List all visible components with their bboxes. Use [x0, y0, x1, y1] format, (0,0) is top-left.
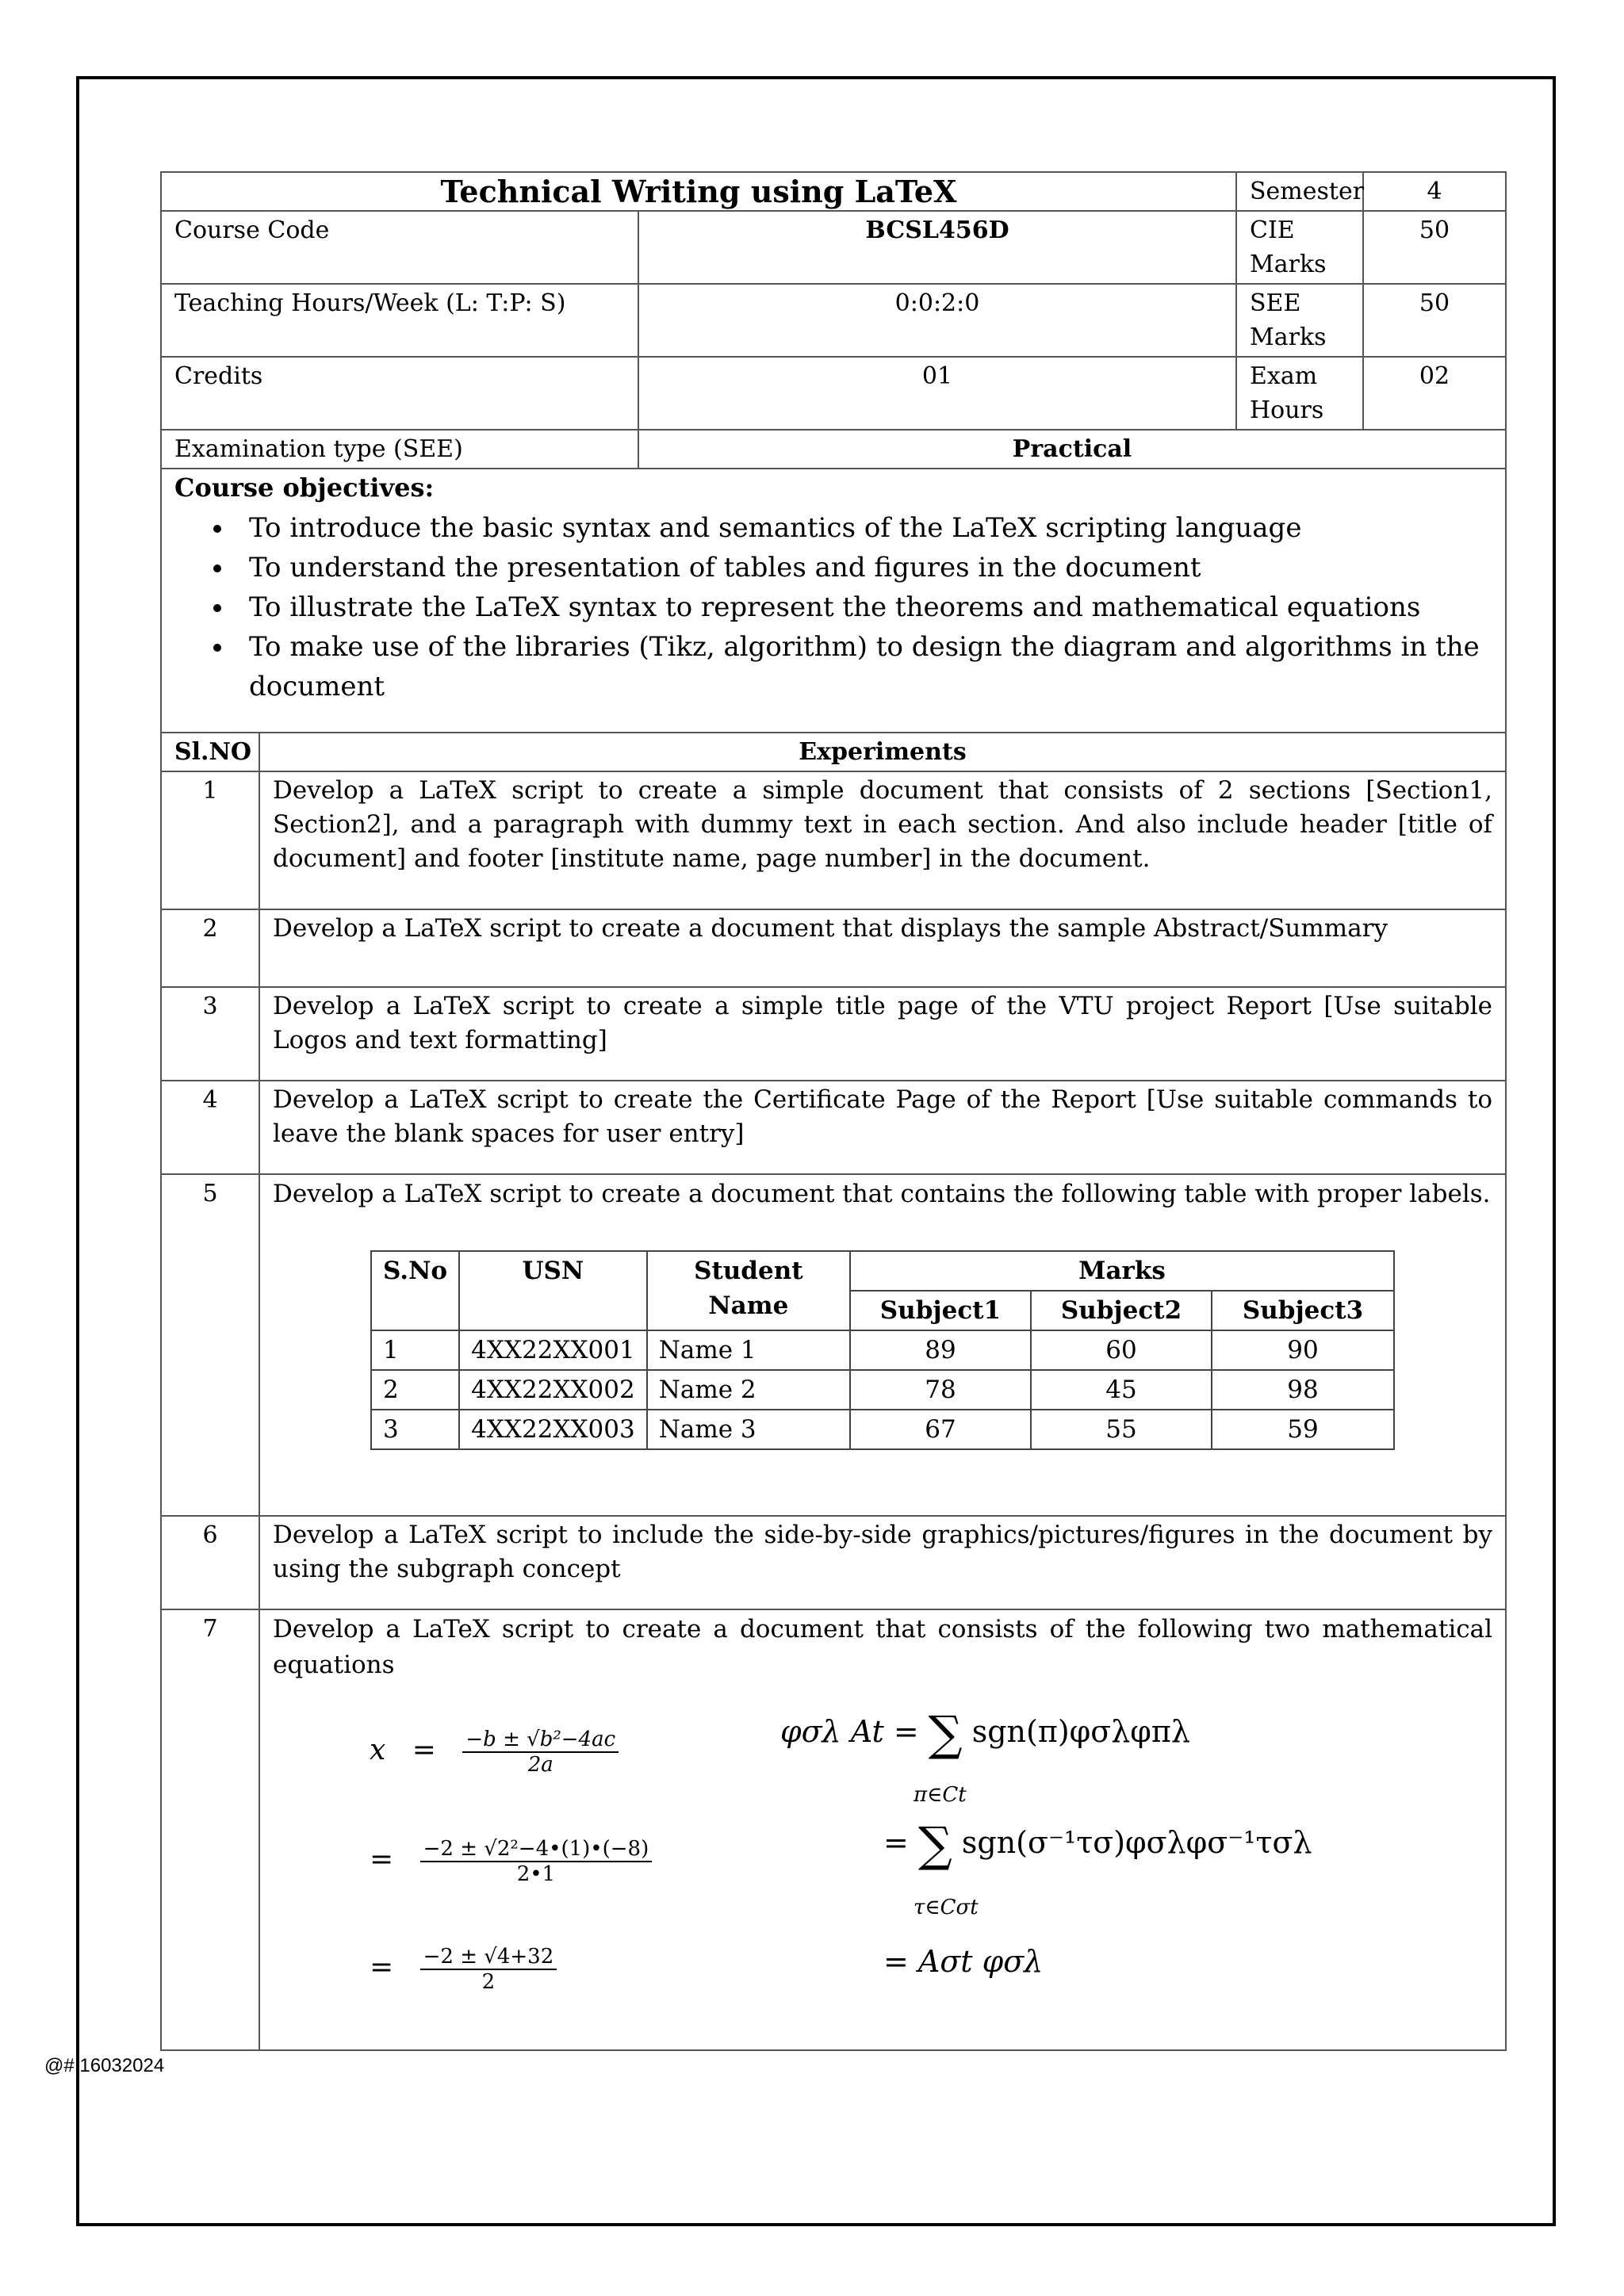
exp-text: Develop a LaTeX script to create a document that contains the following table with proper labels. [273, 1180, 1491, 1208]
eq-body: sgn(π)φσλφπλ [971, 1714, 1190, 1749]
quadratic-eq-line1 [370, 1728, 619, 1777]
cell-name: Name 2 [647, 1370, 850, 1410]
eq-denominator: 2•1 [516, 1862, 556, 1886]
marks-header-subject2: Subject2 [1031, 1291, 1212, 1330]
young-eq-line1 [780, 1706, 1190, 1762]
sum-subscript: τ∈Cσt [914, 1896, 979, 1919]
sum-subscript: π∈Ct [914, 1783, 967, 1807]
marks-header-subject1: Subject1 [850, 1291, 1031, 1330]
hours-value: 0:0:2:0 [638, 284, 1236, 357]
exam-type-value: Practical [638, 430, 1506, 469]
exam-hours-value: 02 [1363, 357, 1506, 430]
exp-text: Develop a LaTeX script to create the Certificate Page of the Report [Use suitable commands to leave the blank spaces for user entry] [259, 1081, 1506, 1174]
cell-sno: 2 [371, 1370, 459, 1410]
young-eq-line2 [883, 1817, 1312, 1873]
hours-label: Teaching Hours/Week (L: T:P: S) [161, 284, 638, 357]
eq-body: sgn(σ⁻¹τσ)φσλφσ⁻¹τσλ [961, 1825, 1312, 1860]
young-eq-line3: = Aσt φσλ [883, 1944, 1044, 1979]
cell-subject2: 55 [1031, 1410, 1212, 1449]
eq-fraction [462, 1728, 619, 1777]
equations-block [273, 1683, 1492, 2048]
exp-number: 3 [161, 987, 259, 1081]
eq-numerator: −2 ± √2²−4•(1)•(−8) [420, 1837, 653, 1862]
eq-fraction [420, 1945, 557, 1994]
cell-subject2: 60 [1031, 1330, 1212, 1370]
eq-lhs: φσλ At = [780, 1714, 919, 1749]
table-row [371, 1330, 1394, 1370]
eq-numerator: −2 ± √4+32 [420, 1945, 557, 1970]
eq-sign: = [412, 1734, 436, 1766]
course-code-label: Course Code [161, 211, 638, 284]
marks-header-sno: S.No [371, 1251, 459, 1330]
exp-cell-7 [259, 1609, 1506, 2050]
credits-value: 01 [638, 357, 1236, 430]
cell-usn: 4XX22XX001 [459, 1330, 647, 1370]
cell-name: Name 3 [647, 1410, 850, 1449]
exp-number: 2 [161, 909, 259, 987]
eq-denominator: 2a [527, 1753, 553, 1777]
exp-number: 4 [161, 1081, 259, 1174]
syllabus-table [160, 171, 1507, 2051]
exp-number: 1 [161, 771, 259, 909]
exp-text: Develop a LaTeX script to create a simple document that consists of 2 sections [Section1, Section2], and a paragraph with dummy text in each section. And also include header [title of document] and footer [institute name, page number] in the document. [259, 771, 1506, 909]
eq-sign: = [370, 1843, 394, 1876]
exp-text: Develop a LaTeX script to create a document that displays the sample Abstract/Summary [259, 909, 1506, 987]
table-row [371, 1410, 1394, 1449]
cell-subject3: 98 [1212, 1370, 1394, 1410]
exp-number: 5 [161, 1174, 259, 1516]
table-row [371, 1370, 1394, 1410]
marks-header-subject3: Subject3 [1212, 1291, 1394, 1330]
eq-lhs: x [370, 1734, 386, 1766]
course-code-value: BCSL456D [638, 211, 1236, 284]
objectives-cell [161, 469, 1506, 733]
marks-header-usn: USN [459, 1251, 647, 1330]
semester-value: 4 [1363, 172, 1506, 211]
objective-item: • To illustrate the LaTeX syntax to represent the theorems and mathematical equations [235, 587, 1492, 627]
cell-subject2: 45 [1031, 1370, 1212, 1410]
col-slno: Sl.NO [161, 733, 259, 771]
cell-subject3: 90 [1212, 1330, 1394, 1370]
see-value: 50 [1363, 284, 1506, 357]
cell-subject1: 78 [850, 1370, 1031, 1410]
objective-item: • To introduce the basic syntax and semantics of the LaTeX scripting language [235, 508, 1492, 548]
exp-text: Develop a LaTeX script to create a document that consists of the following two mathematical equations [273, 1615, 1492, 1679]
cell-sno: 3 [371, 1410, 459, 1449]
see-label: SEE Marks [1236, 284, 1363, 357]
sum-symbol: ∑ [928, 1706, 963, 1762]
marks-table [370, 1250, 1395, 1450]
quadratic-eq-line3 [370, 1945, 557, 1994]
marks-header-name: Student Name [647, 1251, 850, 1330]
semester-label: Semester [1236, 172, 1363, 211]
cell-subject1: 89 [850, 1330, 1031, 1370]
exp-number: 6 [161, 1516, 259, 1609]
objectives-heading: Course objectives: [174, 473, 435, 503]
eq-sign: = [883, 1825, 909, 1860]
cie-label: CIE Marks [1236, 211, 1363, 284]
objectives-list [174, 508, 1492, 706]
credits-label: Credits [161, 357, 638, 430]
cell-sno: 1 [371, 1330, 459, 1370]
sum-symbol: ∑ [917, 1817, 952, 1873]
course-title: Technical Writing using LaTeX [161, 172, 1236, 211]
exp-number: 7 [161, 1609, 259, 2050]
marks-header-marks: Marks [850, 1251, 1394, 1291]
objective-item: • To make use of the libraries (Tikz, algorithm) to design the diagram and algorithms in the document [235, 627, 1492, 706]
col-experiments: Experiments [259, 733, 1506, 771]
eq-numerator: −b ± √b²−4ac [462, 1728, 619, 1753]
cell-subject1: 67 [850, 1410, 1031, 1449]
exp-cell-5 [259, 1174, 1506, 1516]
quadratic-eq-line2 [370, 1837, 652, 1886]
exp-text: Develop a LaTeX script to include the side-by-side graphics/pictures/figures in the document by using the subgraph concept [259, 1516, 1506, 1609]
objective-item: • To understand the presentation of tables and figures in the document [235, 548, 1492, 587]
eq-sign: = [370, 1951, 394, 1984]
eq-fraction [420, 1837, 653, 1886]
cell-usn: 4XX22XX002 [459, 1370, 647, 1410]
cie-value: 50 [1363, 211, 1506, 284]
eq-denominator: 2 [481, 1970, 496, 1994]
exp-text: Develop a LaTeX script to create a simple title page of the VTU project Report [Use suitable Logos and text formatting] [259, 987, 1506, 1081]
cell-subject3: 59 [1212, 1410, 1394, 1449]
document-stamp: @# 16032024 [44, 2055, 165, 2076]
exam-type-label: Examination type (SEE) [161, 430, 638, 469]
cell-usn: 4XX22XX003 [459, 1410, 647, 1449]
exam-hours-label: Exam Hours [1236, 357, 1363, 430]
cell-name: Name 1 [647, 1330, 850, 1370]
